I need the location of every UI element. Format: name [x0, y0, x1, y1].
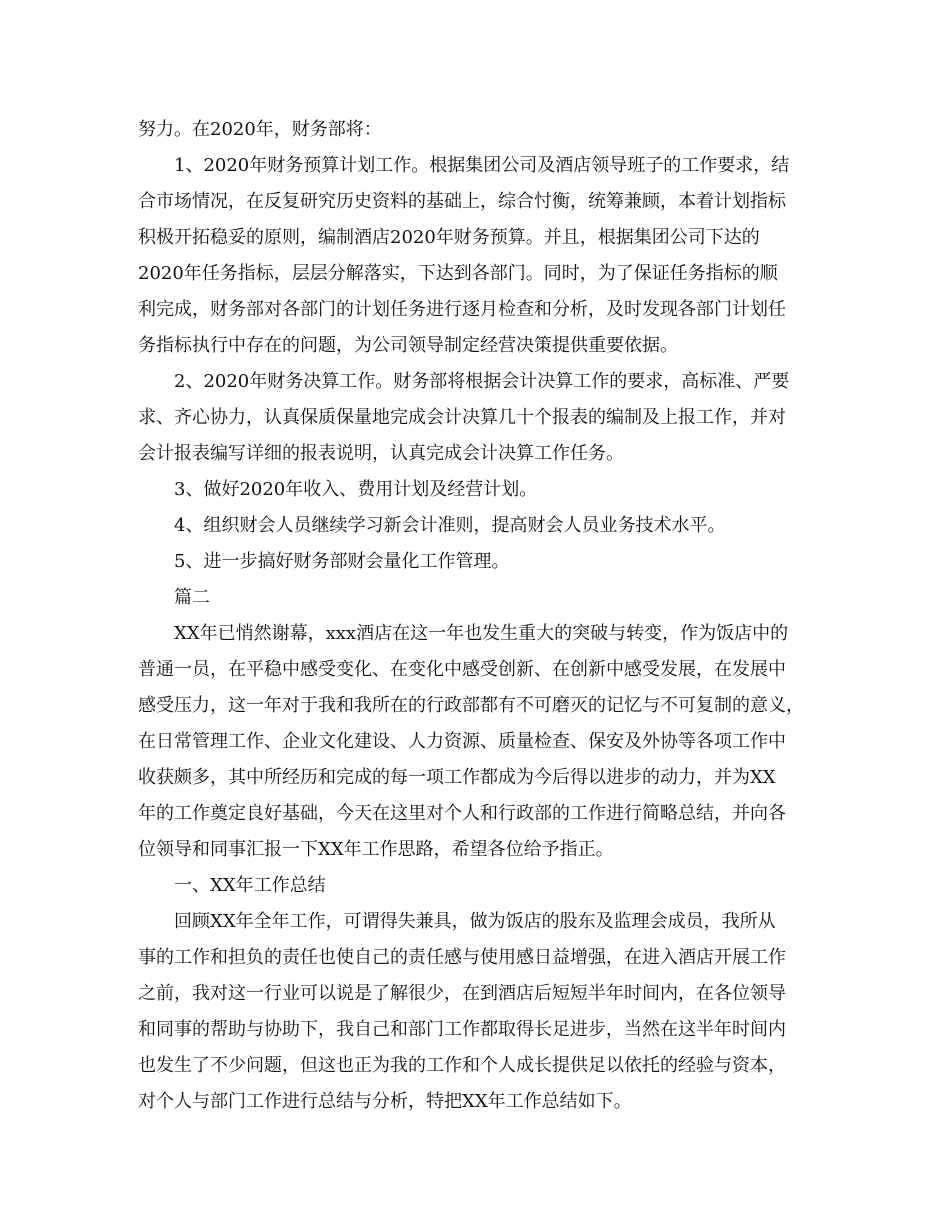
- text-line: 会计报表编写详细的报表说明，认真完成会计决算工作任务。: [138, 443, 624, 464]
- text-line: 5、进一步搞好财务部财会量化工作管理。: [174, 551, 510, 572]
- text-line: 务指标执行中存在的问题，为公司领导制定经营决策提供重要依据。: [138, 335, 678, 356]
- text-line: 和同事的帮助与协助下，我自己和部门工作都取得长足进步，当然在这半年时间内: [138, 1019, 786, 1040]
- text-line: 3、做好2020年收入、费用计划及经营计划。: [174, 479, 538, 500]
- text-line: 2020年任务指标，层层分解落实，下达到各部门。同时，为了保证任务指标的顺: [138, 263, 778, 284]
- text-line: 收获颇多，其中所经历和完成的每一项工作都成为今后得以进步的动力，并为XX: [138, 767, 776, 788]
- text-line: 利完成，财务部对各部门的计划任务进行逐月检查和分析，及时发现各部门计划任: [138, 299, 786, 320]
- text-line: 2、2020年财务决算工作。财务部将根据会计决算工作的要求，高标准、严要: [174, 371, 790, 392]
- text-line: 普通一员，在平稳中感受变化、在变化中感受创新、在创新中感受发展，在发展中: [138, 659, 786, 680]
- text-line: 位领导和同事汇报一下XX年工作思路，希望各位给予指正。: [138, 839, 614, 860]
- subsection-heading: 一、XX年工作总结: [174, 875, 326, 896]
- text-line: 努力。在2020年，财务部将：: [138, 119, 382, 140]
- text-line: 在日常管理工作、企业文化建设、人力资源、质量检查、保安及外协等各项工作中: [138, 731, 786, 752]
- section-heading: 篇二: [174, 587, 210, 608]
- text-line: 也发生了不少问题，但这也正为我的工作和个人成长提供足以依托的经验与资本，: [138, 1055, 786, 1076]
- text-line: XX年已悄然谢幕，xxx酒店在这一年也发生重大的突破与转变，作为饭店中的: [174, 623, 789, 644]
- text-line: 4、组织财会人员继续学习新会计准则，提高财会人员业务技术水平。: [174, 515, 726, 536]
- text-line: 求、齐心协力，认真保质保量地完成会计决算几十个报表的编制及上报工作，并对: [138, 407, 786, 428]
- text-line: 感受压力，这一年对于我和我所在的行政部都有不可磨灭的记忆与不可复制的意义，: [138, 695, 804, 716]
- text-line: 合市场情况，在反复研究历史资料的基础上，综合忖衡，统筹兼顾，本着计划指标: [138, 191, 786, 212]
- text-line: 事的工作和担负的责任也使自己的责任感与使用感日益增强，在进入酒店开展工作: [138, 947, 786, 968]
- text-line: 回顾XX年全年工作，可谓得失兼具，做为饭店的股东及监理会成员，我所从: [174, 911, 776, 932]
- text-line: 年的工作奠定良好基础，今天在这里对个人和行政部的工作进行简略总结，并向各: [138, 803, 786, 824]
- text-line: 积极开拓稳妥的原则，编制酒店2020年财务预算。并且，根据集团公司下达的: [138, 227, 760, 248]
- text-line: 1、2020年财务预算计划工作。根据集团公司及酒店领导班子的工作要求，结: [174, 155, 790, 176]
- text-line: 之前，我对这一行业可以说是了解很少，在到酒店后短短半年时间内，在各位领导: [138, 983, 786, 1004]
- text-line: 对个人与部门工作进行总结与分析，特把XX年工作总结如下。: [138, 1091, 632, 1112]
